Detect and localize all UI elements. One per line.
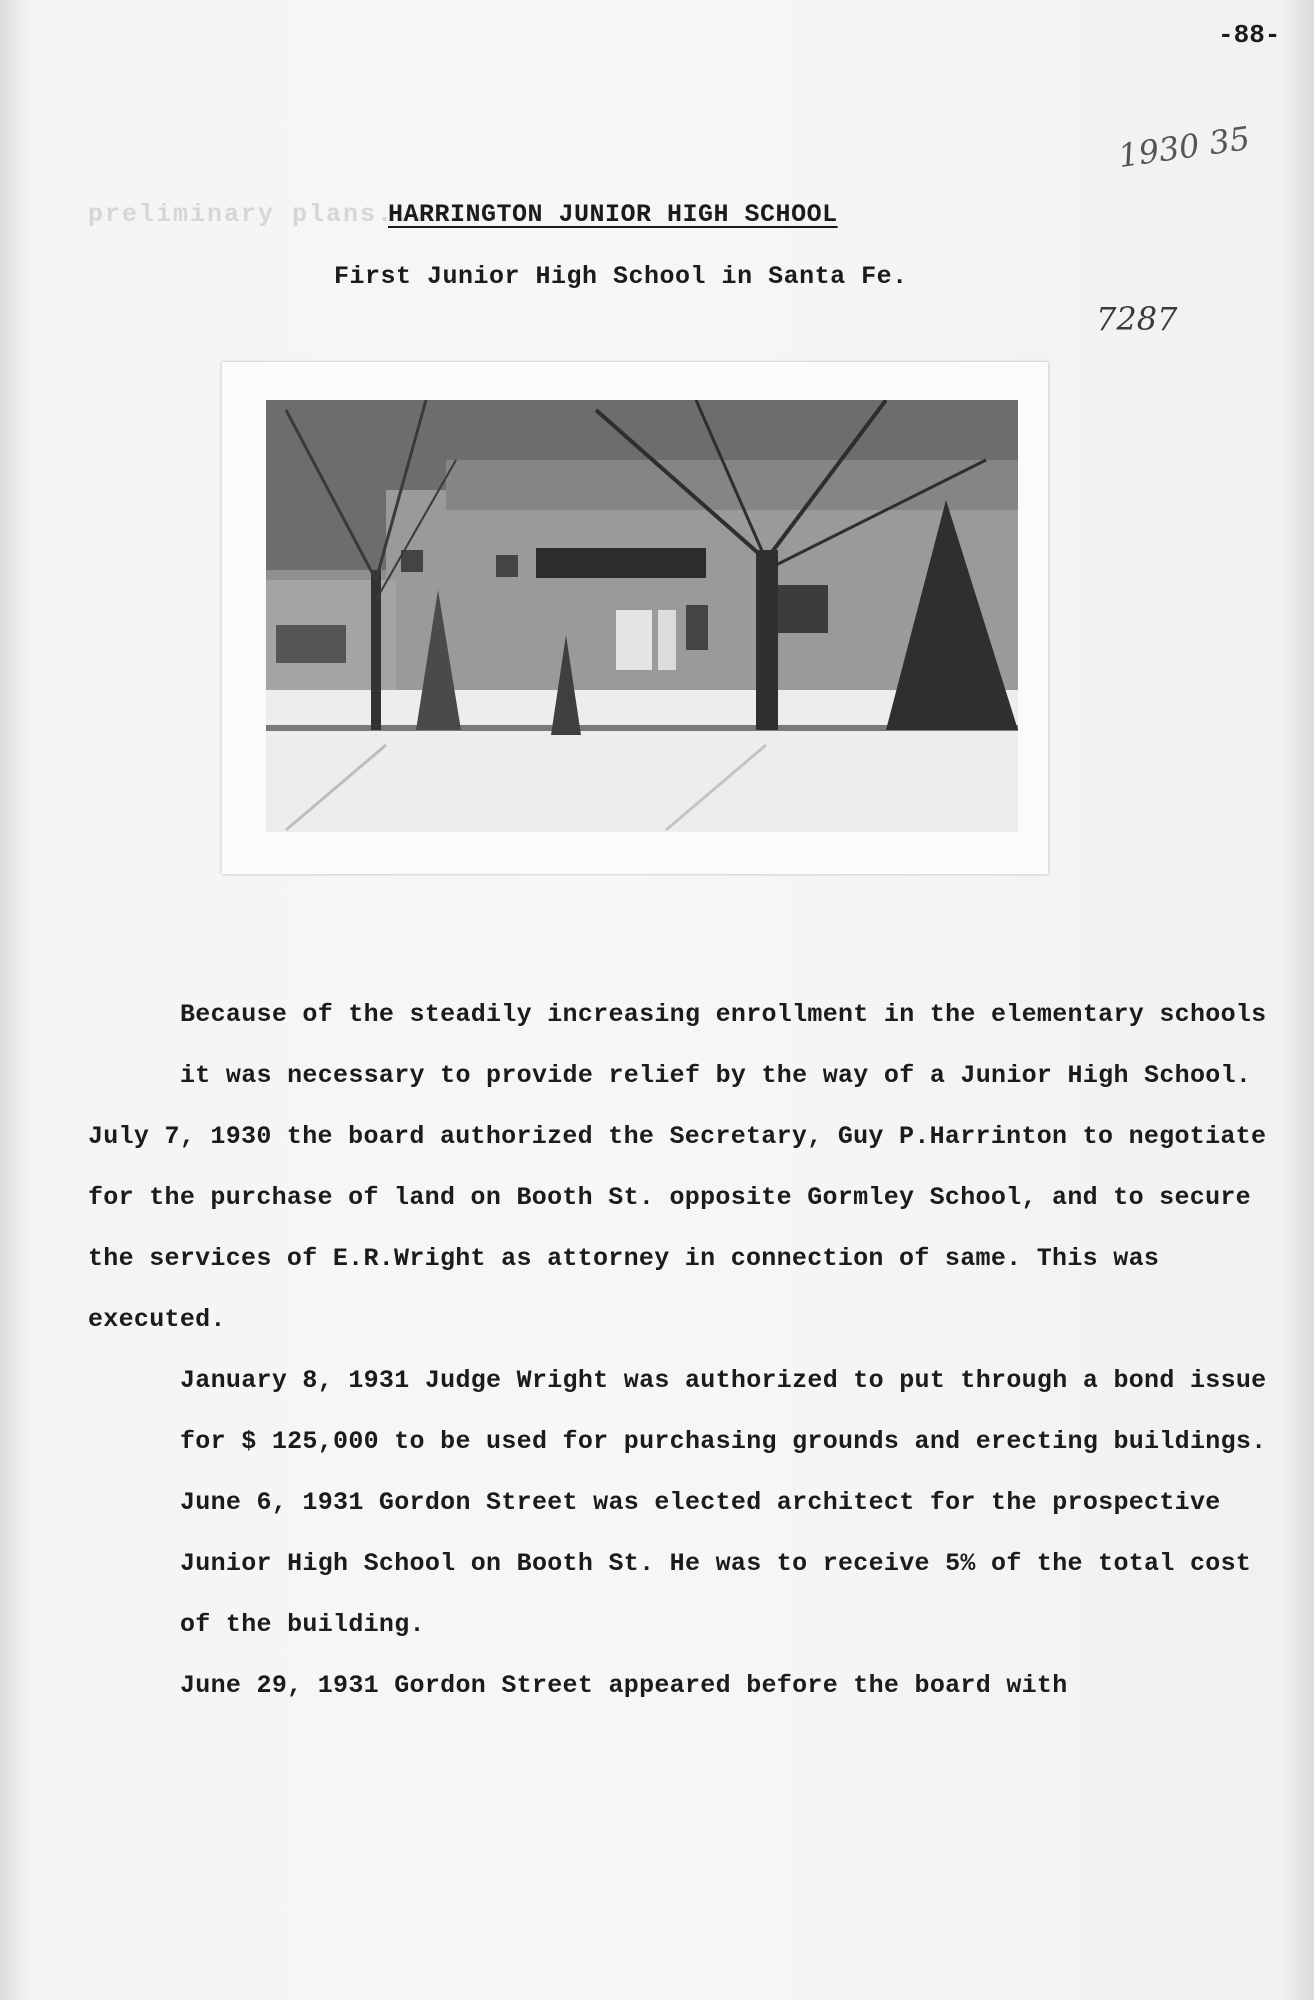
page-title: HARRINGTON JUNIOR HIGH SCHOOL [388, 200, 838, 229]
paragraph-plans: June 29, 1931 Gordon Street appeared before the board with [180, 1671, 1068, 1700]
handwritten-year-note: 1930 35 [1115, 118, 1253, 176]
paragraph-land-purchase: July 7, 1930 the board authorized the Secretary, Guy P.Harrinton to negotiate for the purchase of land on Booth St. opposite Gormley School, and to secure the services of E.R.Wright as attorney in connection of same. This was executed. [88, 1122, 1267, 1334]
paragraph-bond-issue: January 8, 1931 Judge Wright was authorized to put through a bond issue for $ 125,000 to be used for purchasing grounds and erecting buildings. [180, 1366, 1267, 1456]
paragraph-architect: June 6, 1931 Gordon Street was elected architect for the prospective Junior High School on Booth St. He was to receive 5% of the total cost of the building. [180, 1488, 1252, 1639]
page-number: -88- [1218, 20, 1281, 50]
school-building-photo [266, 400, 1018, 832]
paragraph-enrollment: Because of the steadily increasing enrollment in the elementary schools it was necessary to provide relief by the way of a Junior High School. [180, 1000, 1267, 1090]
bleed-through-text: preliminary plans... [88, 200, 429, 229]
handwritten-number-note: 7287 [1096, 300, 1178, 338]
page-subtitle: First Junior High School in Santa Fe. [334, 262, 908, 291]
document-body [88, 984, 1268, 1716]
school-building-illustration [266, 400, 1018, 832]
photo-mount [222, 362, 1048, 874]
